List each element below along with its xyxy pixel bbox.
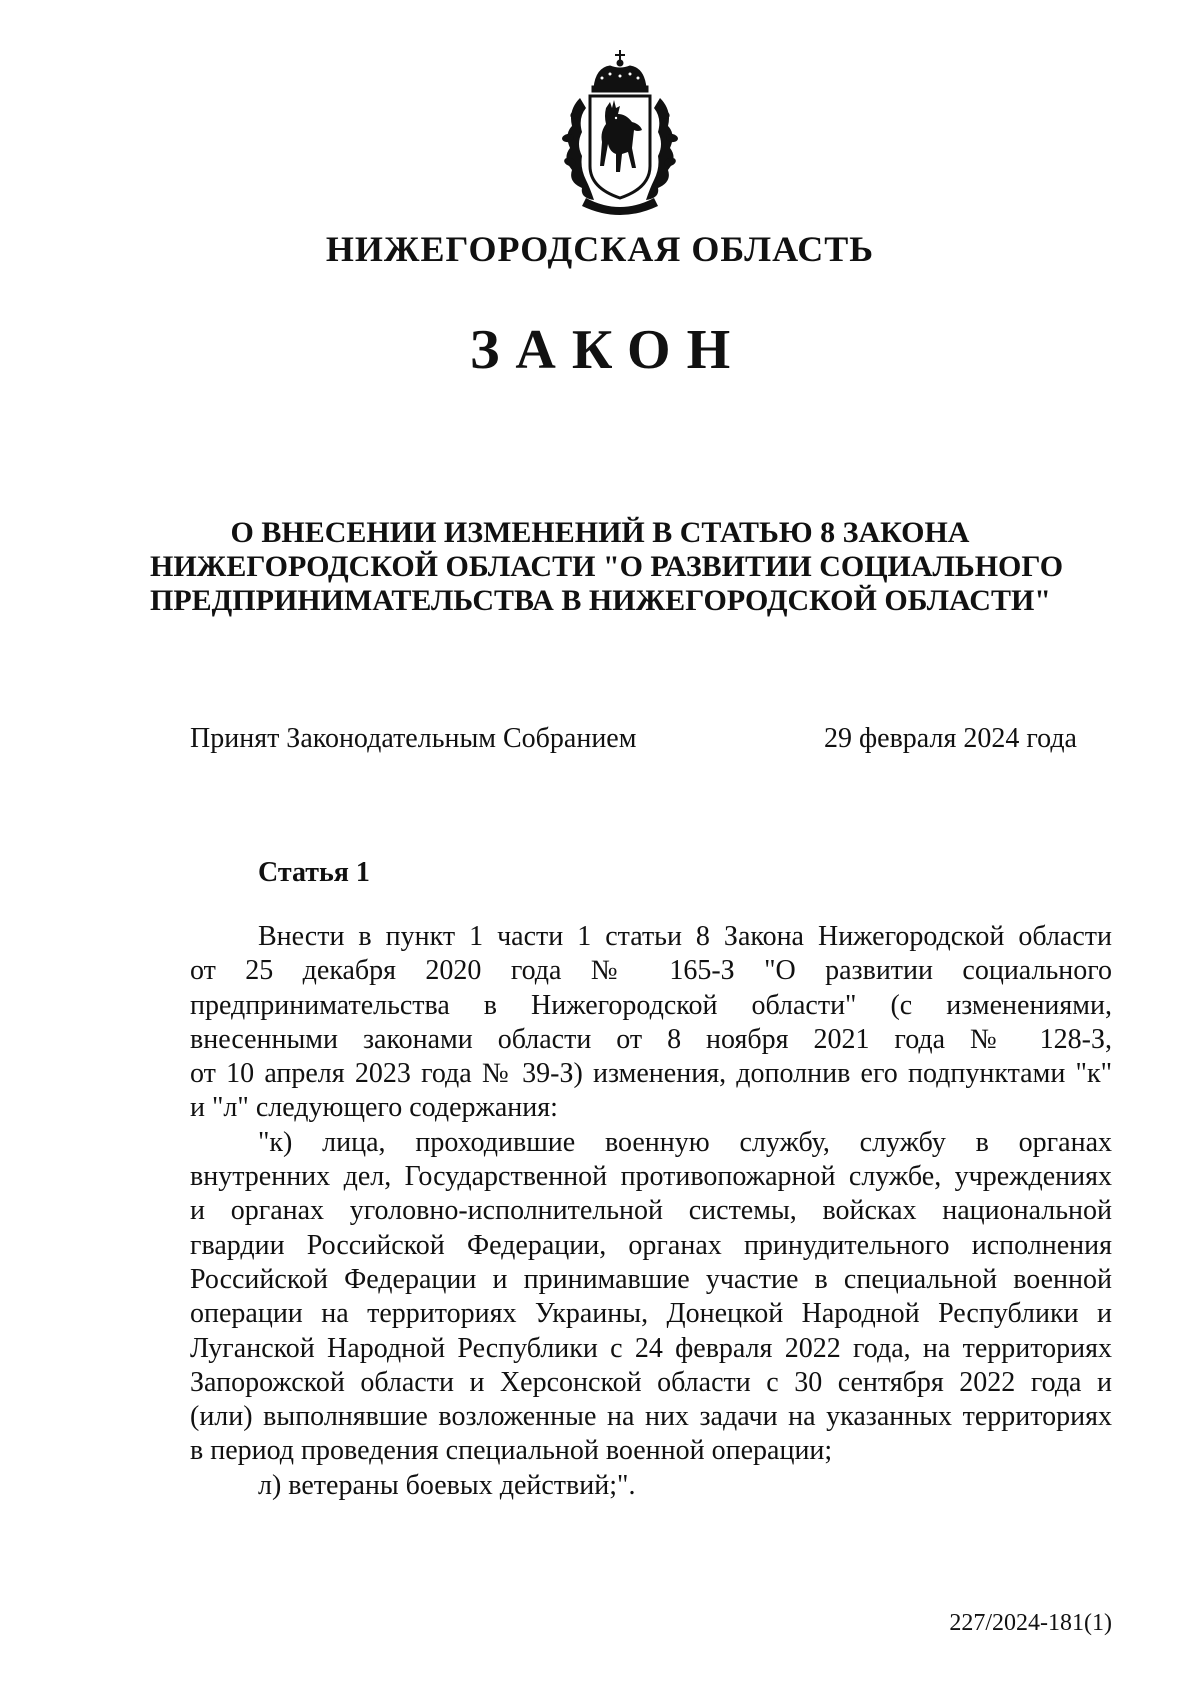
article-line: л) ветераны боевых действий;". bbox=[258, 1469, 636, 1501]
law-title-line: ПРЕДПРИНИМАТЕЛЬСТВА В НИЖЕГОРОДСКОЙ ОБЛАСТИ" bbox=[150, 584, 1051, 617]
adoption-label: Принят Законодательным Собранием bbox=[190, 723, 637, 754]
article-heading: Статья 1 bbox=[258, 857, 370, 888]
law-title bbox=[150, 516, 1064, 618]
document-type: ЗАКОН bbox=[469, 319, 747, 381]
article-body bbox=[190, 920, 1112, 1503]
article-line: и "л" следующего содержания: bbox=[190, 1092, 558, 1124]
article-line: от 25 декабря 2020 года № 165-З "О развитии социального bbox=[190, 955, 1112, 987]
article-line: (или) выполнявшие возложенные на них задачи на указанных территориях bbox=[190, 1401, 1112, 1433]
article-line: Запорожской области и Херсонской области с 30 сентября 2022 года и bbox=[190, 1366, 1112, 1398]
coat-of-arms-icon bbox=[550, 48, 690, 220]
adoption-date: 29 февраля 2024 года bbox=[824, 723, 1077, 754]
region-name: НИЖЕГОРОДСКАЯ ОБЛАСТЬ bbox=[325, 229, 875, 269]
article-line: и органах уголовно-исполнительной системы, войсках национальной bbox=[190, 1195, 1112, 1227]
article-line: внутренних дел, Государственной противопожарной службе, учреждениях bbox=[190, 1161, 1112, 1193]
article-line: Внести в пункт 1 части 1 статьи 8 Закона Нижегородской области bbox=[258, 921, 1112, 952]
article-line: операции на территориях Украины, Донецкой Народной Республики и bbox=[190, 1298, 1112, 1330]
article-line: от 10 апреля 2023 года № 39-З) изменения, дополнив его подпунктами "к" bbox=[190, 1058, 1112, 1090]
registration-number: 227/2024-181(1) bbox=[949, 1610, 1112, 1636]
law-title-line: НИЖЕГОРОДСКОЙ ОБЛАСТИ "О РАЗВИТИИ СОЦИАЛЬНОГО bbox=[150, 550, 1064, 583]
article-line: Российской Федерации и принимавшие участие в специальной военной bbox=[190, 1263, 1112, 1295]
article-line: предпринимательства в Нижегородской области" (с изменениями, bbox=[190, 989, 1112, 1021]
article-line: в период проведения специальной военной операции; bbox=[190, 1435, 833, 1467]
article-line: внесенными законами области от 8 ноября 2021 года № 128-З, bbox=[190, 1023, 1112, 1055]
article-line: Луганской Народной Республики с 24 февраля 2022 года, на территориях bbox=[190, 1332, 1112, 1364]
law-title-line: О ВНЕСЕНИИ ИЗМЕНЕНИЙ В СТАТЬЮ 8 ЗАКОНА bbox=[230, 516, 970, 549]
article-line: гвардии Российской Федерации, органах принудительного исполнения bbox=[190, 1229, 1112, 1261]
article-line: "к) лица, проходившие военную службу, службу в органах bbox=[258, 1126, 1112, 1158]
